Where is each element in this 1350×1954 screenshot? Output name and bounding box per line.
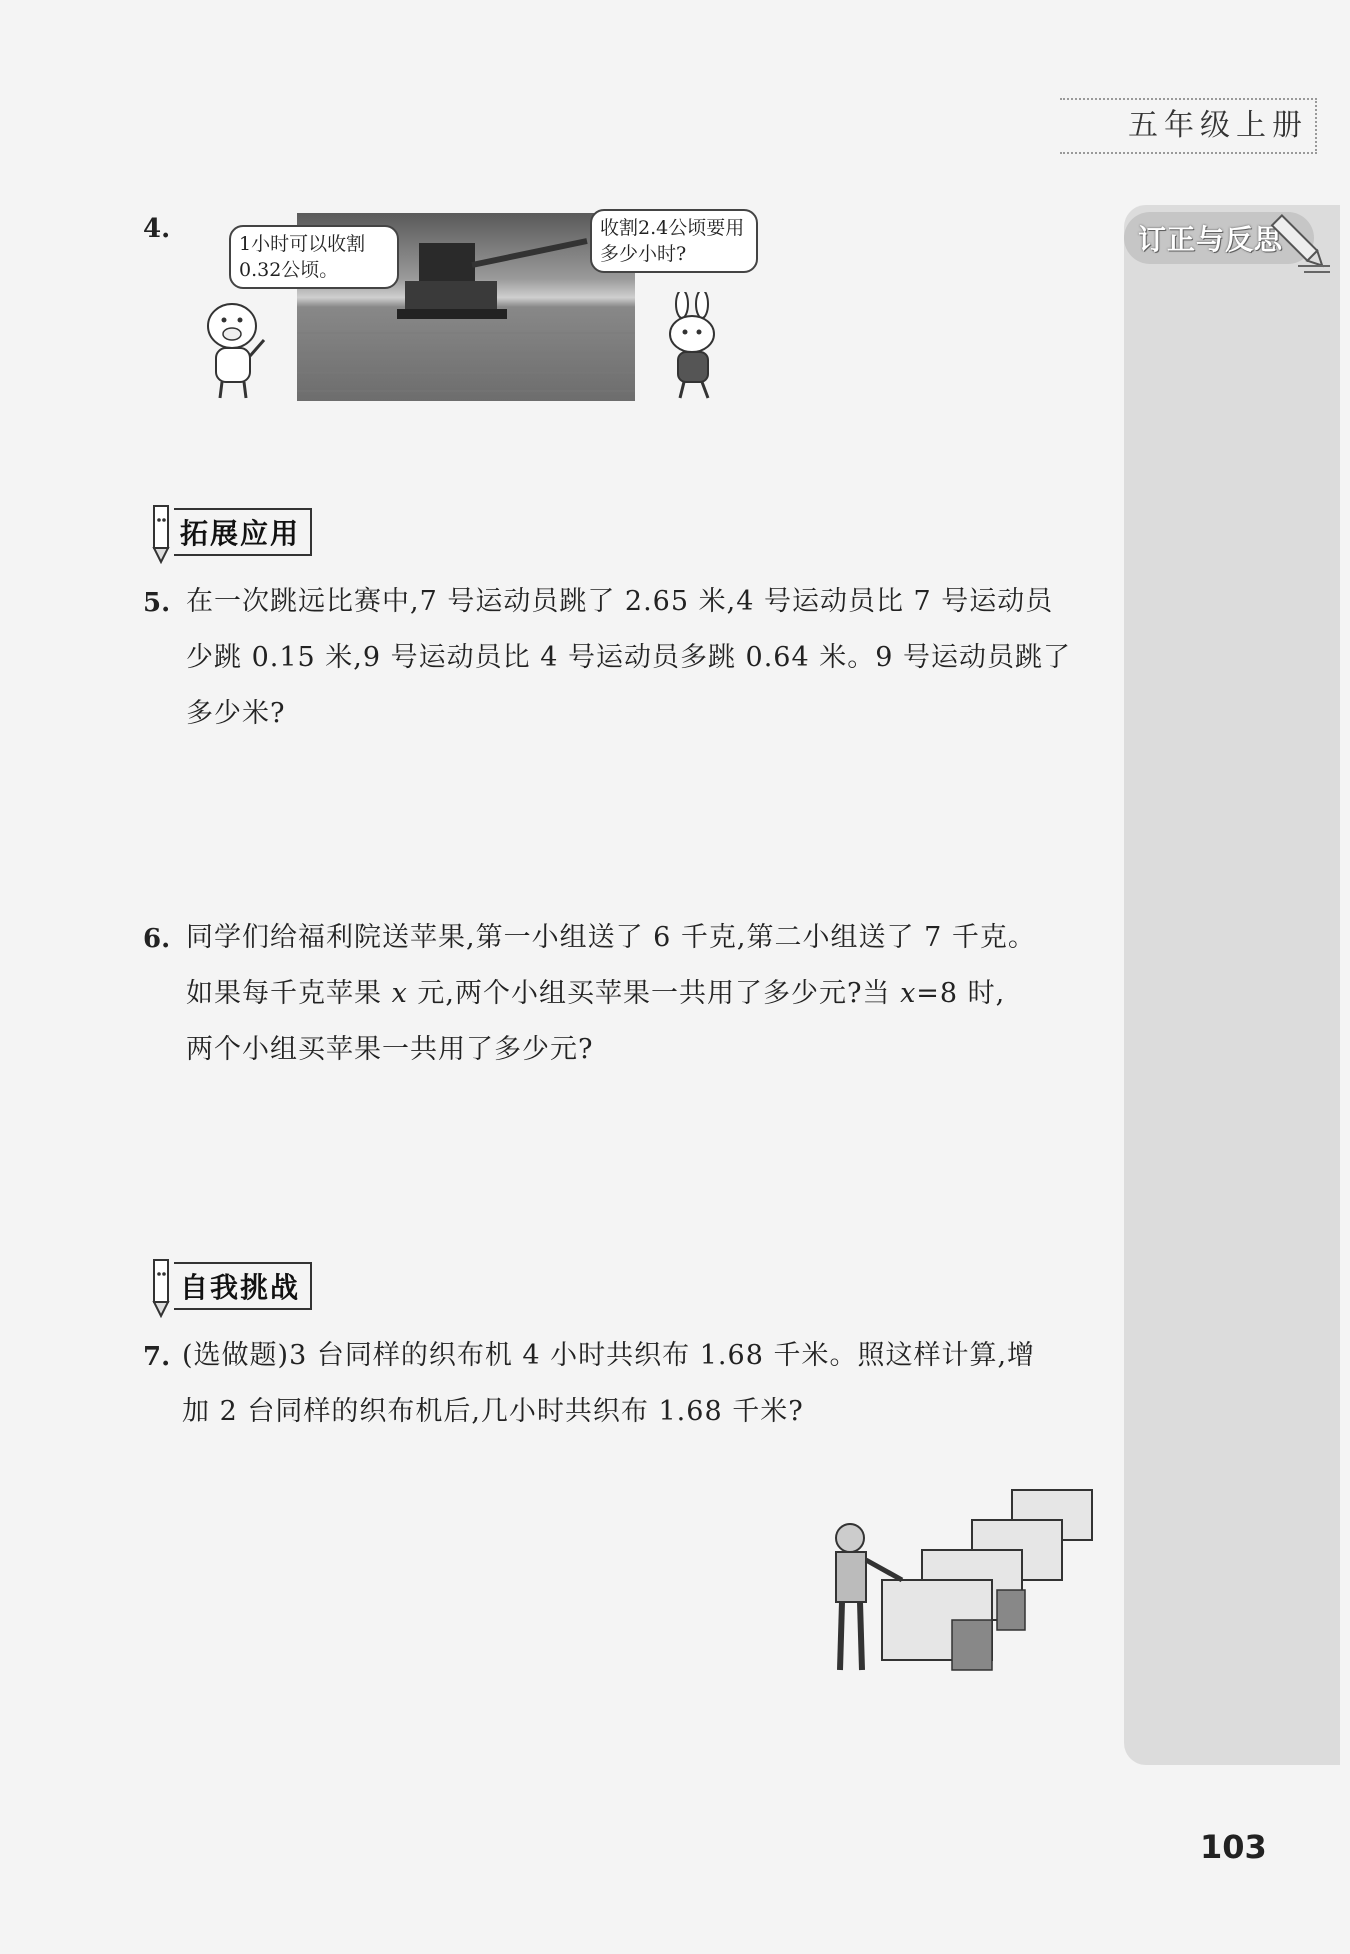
pencil-icon xyxy=(1268,206,1334,280)
correction-label: 订正与反思 xyxy=(1138,223,1284,256)
question-number: 7. xyxy=(143,1342,171,1372)
page-number: 103 xyxy=(1200,1828,1267,1866)
speech-bubble-left: 1小时可以收割0.32公顷。 xyxy=(229,225,399,289)
grade-label: 五年级上册 xyxy=(1128,108,1308,143)
rabbit-cartoon xyxy=(652,292,732,402)
question-6-text xyxy=(186,910,1096,1078)
question-number: 5. xyxy=(143,588,171,618)
question-line: 少跳 0.15 米,9 号运动员比 4 号运动员多跳 0.64 米。9 号运动员跳了 xyxy=(186,642,1072,673)
speech-bubble-right: 收割2.4公顷要用多少小时? xyxy=(590,209,758,273)
pencil-mascot-icon xyxy=(146,500,174,564)
question-number: 6. xyxy=(143,924,171,954)
section-title: 拓展应用 xyxy=(174,508,312,556)
question-line: 两个小组买苹果一共用了多少元? xyxy=(186,1034,594,1065)
question-line: (选做题)3 台同样的织布机 4 小时共织布 1.68 千米。照这样计算,增 xyxy=(182,1340,1036,1371)
variable-x: x xyxy=(900,978,917,1009)
section-header-extension xyxy=(146,500,312,564)
question-7-text xyxy=(182,1328,1096,1440)
question-line: 如果每千克苹果 x 元,两个小组买苹果一共用了多少元?当 x=8 时, xyxy=(186,978,1006,1009)
question-line: 加 2 台同样的织布机后,几小时共织布 1.68 千米? xyxy=(182,1396,804,1427)
pig-cartoon xyxy=(198,296,272,402)
question-line: 在一次跳远比赛中,7 号运动员跳了 2.65 米,4 号运动员比 7 号运动员 xyxy=(186,586,1054,617)
question-5-text xyxy=(186,574,1096,742)
question-line: 同学们给福利院送苹果,第一小组送了 6 千克,第二小组送了 7 千克。 xyxy=(186,922,1036,953)
pencil-mascot-icon xyxy=(146,1254,174,1318)
section-title: 自我挑战 xyxy=(174,1262,312,1310)
question-number: 4. xyxy=(143,214,171,244)
correction-margin xyxy=(1124,205,1340,1765)
section-header-challenge xyxy=(146,1254,312,1318)
question-line: 多少米? xyxy=(186,698,286,729)
variable-x: x xyxy=(391,978,408,1009)
loom-workers-illustration xyxy=(822,1460,1112,1678)
